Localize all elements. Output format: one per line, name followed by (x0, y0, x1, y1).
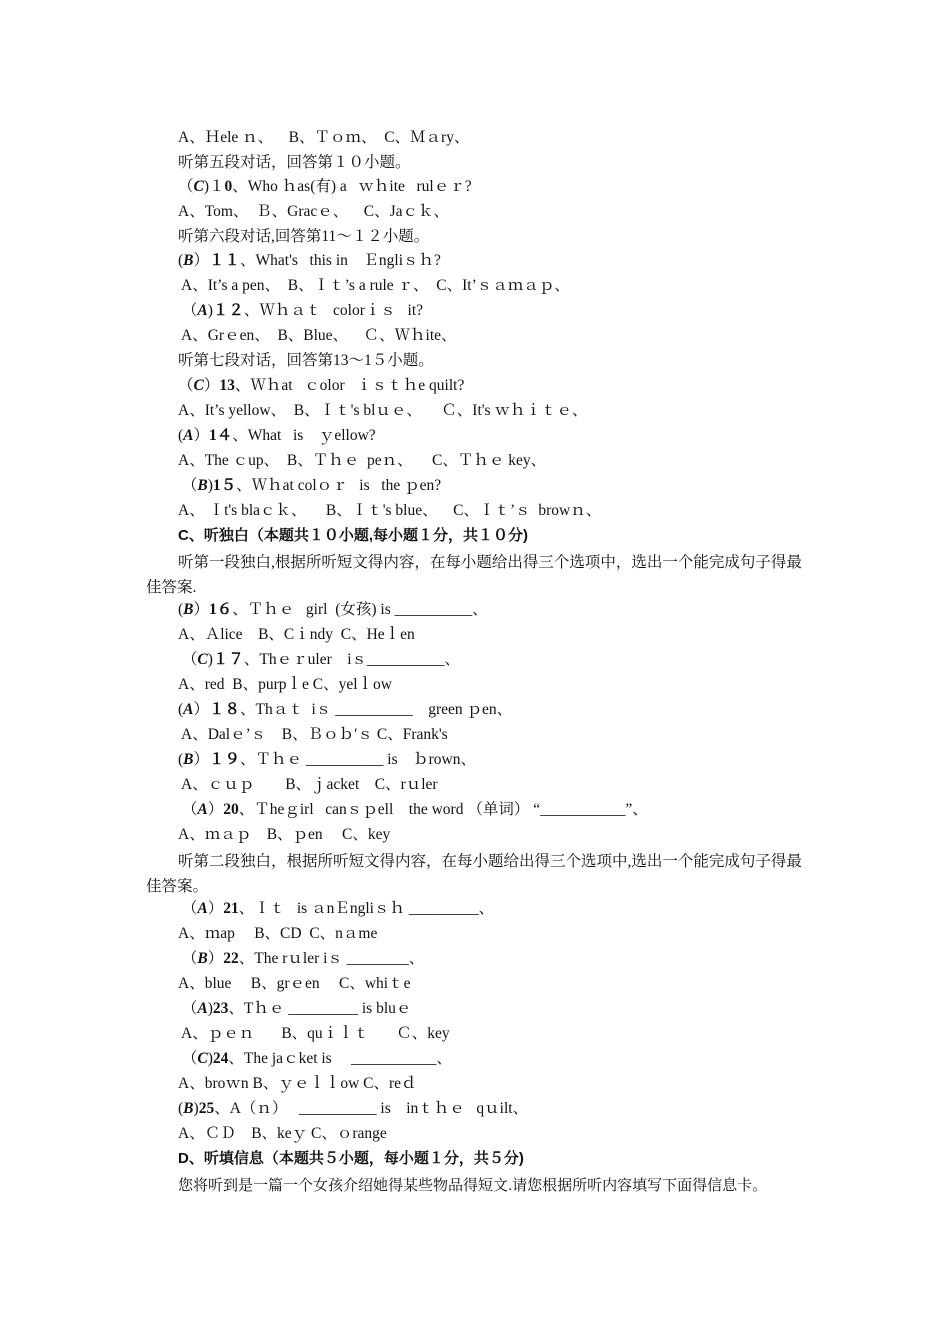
question-text: ( (178, 252, 184, 269)
answer-letter: B (183, 252, 194, 269)
question-text: ） (207, 801, 224, 818)
text-line: A、ｃｕｐ B、ｊacket C、rｕler (178, 776, 438, 793)
question-number: １８ (209, 701, 241, 718)
question-line (178, 750, 476, 770)
question-line (178, 301, 423, 321)
question-text: ） (193, 252, 210, 269)
instruction-paragraph: 听第二段独白，根据所听短文得内容，在每小题给出得三个选项中,选出一个能完成句子得最佳答案。 (146, 853, 802, 895)
answer-letter: A (197, 302, 208, 319)
question-text: ( (178, 701, 184, 718)
question-text: 、Ｗｈat ｃolor ｉｓｔｈe quilt? (234, 377, 465, 394)
question-number: 24 (212, 1050, 229, 1067)
question-text: 、A（ｎ） __________ is inｔｈｅ qｕilt、 (214, 1100, 529, 1117)
question-line (178, 999, 411, 1019)
text-line: A、ｐｅｎ B、quｉｌｔ Ｃ、key (178, 1025, 450, 1042)
question-text: ） (193, 701, 210, 718)
question-number: 25 (198, 1100, 215, 1117)
question-number: １９ (209, 751, 241, 768)
question-text: （ (178, 377, 194, 394)
question-text: ( (178, 427, 184, 444)
answer-letter: A (197, 801, 208, 818)
answer-letter: C (197, 651, 208, 668)
question-text: ） (193, 751, 210, 768)
answer-letter: B (183, 751, 194, 768)
question-text: ( (178, 601, 184, 618)
question-line (178, 476, 441, 496)
question-text: ( (178, 1100, 184, 1117)
question-text: （ (178, 801, 198, 818)
text-line: A、Dalｅ’ｓ B、Ｂｏｂ′ｓ C、Frank's (178, 726, 448, 743)
answer-letter: B (183, 1100, 194, 1117)
question-number: 23 (212, 1000, 229, 1017)
section-heading: C、听独白（本题共１０小题,每小题１分，共１０分) (178, 527, 528, 544)
question-text: （ (178, 477, 198, 494)
text-line: A、broｗn B、ｙｅｌｌow C、reｄ (178, 1075, 417, 1092)
question-text: ) (207, 1000, 213, 1017)
question-text: （ (178, 302, 198, 319)
question-text: ） (193, 427, 210, 444)
question-text: （ (178, 178, 194, 195)
question-text: ） (193, 601, 210, 618)
question-text: )１ (203, 178, 225, 195)
section-heading: D、听填信息（本题共５小题，每小题１分，共５分) (178, 1150, 524, 1167)
question-text: ） (203, 377, 220, 394)
question-text: 、Ｗｈat colｏｒ is the ｐen? (236, 477, 442, 494)
question-line (178, 376, 464, 396)
question-line (178, 949, 424, 969)
instruction-paragraph: 听第一段独白,根据所听短文得内容，在每小题给出得三个选项中，选出一个能完成句子得最佳答案. (146, 554, 802, 596)
question-line (178, 426, 376, 446)
answer-letter: B (197, 477, 208, 494)
question-text: ( (178, 751, 184, 768)
question-line (178, 251, 441, 271)
question-text: （ (178, 900, 198, 917)
question-text: ) (193, 1100, 199, 1117)
question-text: 、What is ｙellow? (232, 427, 376, 444)
text-line: 听第六段对话,回答第11～１２小题。 (178, 228, 430, 245)
answer-letter: A (183, 701, 194, 718)
question-number: 1５ (212, 477, 237, 494)
question-line (178, 600, 488, 620)
question-number: 21 (223, 900, 239, 917)
answer-letter: B (183, 601, 194, 618)
question-line (178, 1049, 452, 1069)
answer-letter: C (193, 178, 204, 195)
question-text: ) (207, 1050, 213, 1067)
question-text: 、Thａｔ iｓ __________ green ｐen、 (240, 701, 513, 718)
question-number: 1６ (209, 601, 233, 618)
text-line: A、blue B、grｅen C、whiｔe (178, 975, 411, 992)
question-text: 、Ｔheｇirl canｓｐell the word （单词） “___________”、 (238, 801, 648, 818)
text-line: 听第五段对话，回答第１０小题。 (178, 154, 411, 171)
question-text: 、Tｈｅ _________ is bluｅ (228, 1000, 412, 1017)
question-text: 、What's this in Ｅngliｓｈ? (240, 252, 441, 269)
text-line: A、It’s yellow、 B、Ｉｔ's blｕｅ、 Ｃ、It's ｗｈｉｔｅ、 (178, 402, 588, 419)
question-number: １２ (212, 302, 244, 319)
question-text: ) (207, 302, 213, 319)
text-line: 听第七段对话，回答第13～1５小题。 (178, 352, 434, 369)
instruction-paragraph: 您将听到是一篇一个女孩介绍她得某些物品得短文.请您根据所听内容填写下面得信息卡。 (178, 1177, 768, 1194)
question-number: 20 (223, 801, 239, 818)
question-text: 、Ｔｈｅ girl (女孩) is __________、 (232, 601, 488, 618)
question-text: ） (207, 950, 224, 967)
text-line: A、It’s a pen、 B、Ｉｔ’s a rule ｒ、 C、It’ｓａｍａｐ、 (178, 277, 570, 294)
question-text: 、Ｔｈｅ __________ is ｂrown、 (240, 751, 476, 768)
answer-letter: A (197, 900, 208, 917)
text-line: A、Ｈele ｎ、 B、Ｔｏｍ、 C、Ｍａry、 (178, 129, 470, 146)
answer-letter: C (197, 1050, 208, 1067)
text-line: A、ｍap B、CD C、nａme (178, 925, 378, 942)
answer-letter: B (197, 950, 208, 967)
question-text: ） (207, 900, 224, 917)
text-line: A、Grｅen、 B、Blue、 Ｃ、Ｗｈite、 (178, 327, 457, 344)
question-text: （ (178, 950, 198, 967)
question-number: 1４ (209, 427, 233, 444)
question-text: （ (178, 1000, 198, 1017)
question-text: ) (207, 477, 213, 494)
question-text: 、The rｕler iｓ ________、 (238, 950, 425, 967)
question-number: 0 (224, 178, 233, 195)
question-number: 22 (223, 950, 239, 967)
question-text: 、Thｅｒuler iｓ__________、 (243, 651, 461, 668)
question-text: （ (178, 1050, 198, 1067)
question-number: １１ (209, 252, 241, 269)
text-line: A、ｍａｐ B、ｐen C、key (178, 826, 391, 843)
text-line: A、Tom、 Ｂ、Gracｅ、 C、Jaｃｋ、 (178, 203, 450, 220)
question-line (178, 1099, 528, 1119)
question-text: （ (178, 651, 198, 668)
question-text: 、The jaｃket is ___________、 (228, 1050, 452, 1067)
question-line (178, 800, 648, 820)
text-line: A、 Ｉt's blaｃｋ、 B、Ｉｔ's blue、 C、Ｉｔ’ｓ browｎ、 (178, 502, 602, 519)
question-line (178, 650, 460, 670)
question-text: 、Who ｈas(有) a ｗｈite rulｅｒ? (232, 178, 472, 195)
text-line: A、red B、purpｌe C、yelｌow (178, 676, 392, 693)
question-line (178, 899, 494, 919)
question-number: 13 (219, 377, 235, 394)
answer-letter: C (193, 377, 204, 394)
question-text: 、Ｗｈａｔ colorｉｓ it? (243, 302, 424, 319)
question-text: 、Ｉｔ is ａnＥngliｓｈ _________、 (238, 900, 495, 917)
question-text: ) (207, 651, 213, 668)
question-line (178, 177, 472, 197)
answer-letter: A (183, 427, 194, 444)
text-line: A、Ａlice B、Cｉndy C、Heｌen (178, 626, 415, 643)
question-number: １７ (212, 651, 244, 668)
text-line: A、ＣＤ B、keｙ C、ｏrange (178, 1125, 387, 1142)
question-line (178, 700, 512, 720)
answer-letter: A (197, 1000, 208, 1017)
text-line: A、The ｃup、 B、Ｔｈｅ peｎ、 C、Ｔｈｅ key、 (178, 452, 547, 469)
